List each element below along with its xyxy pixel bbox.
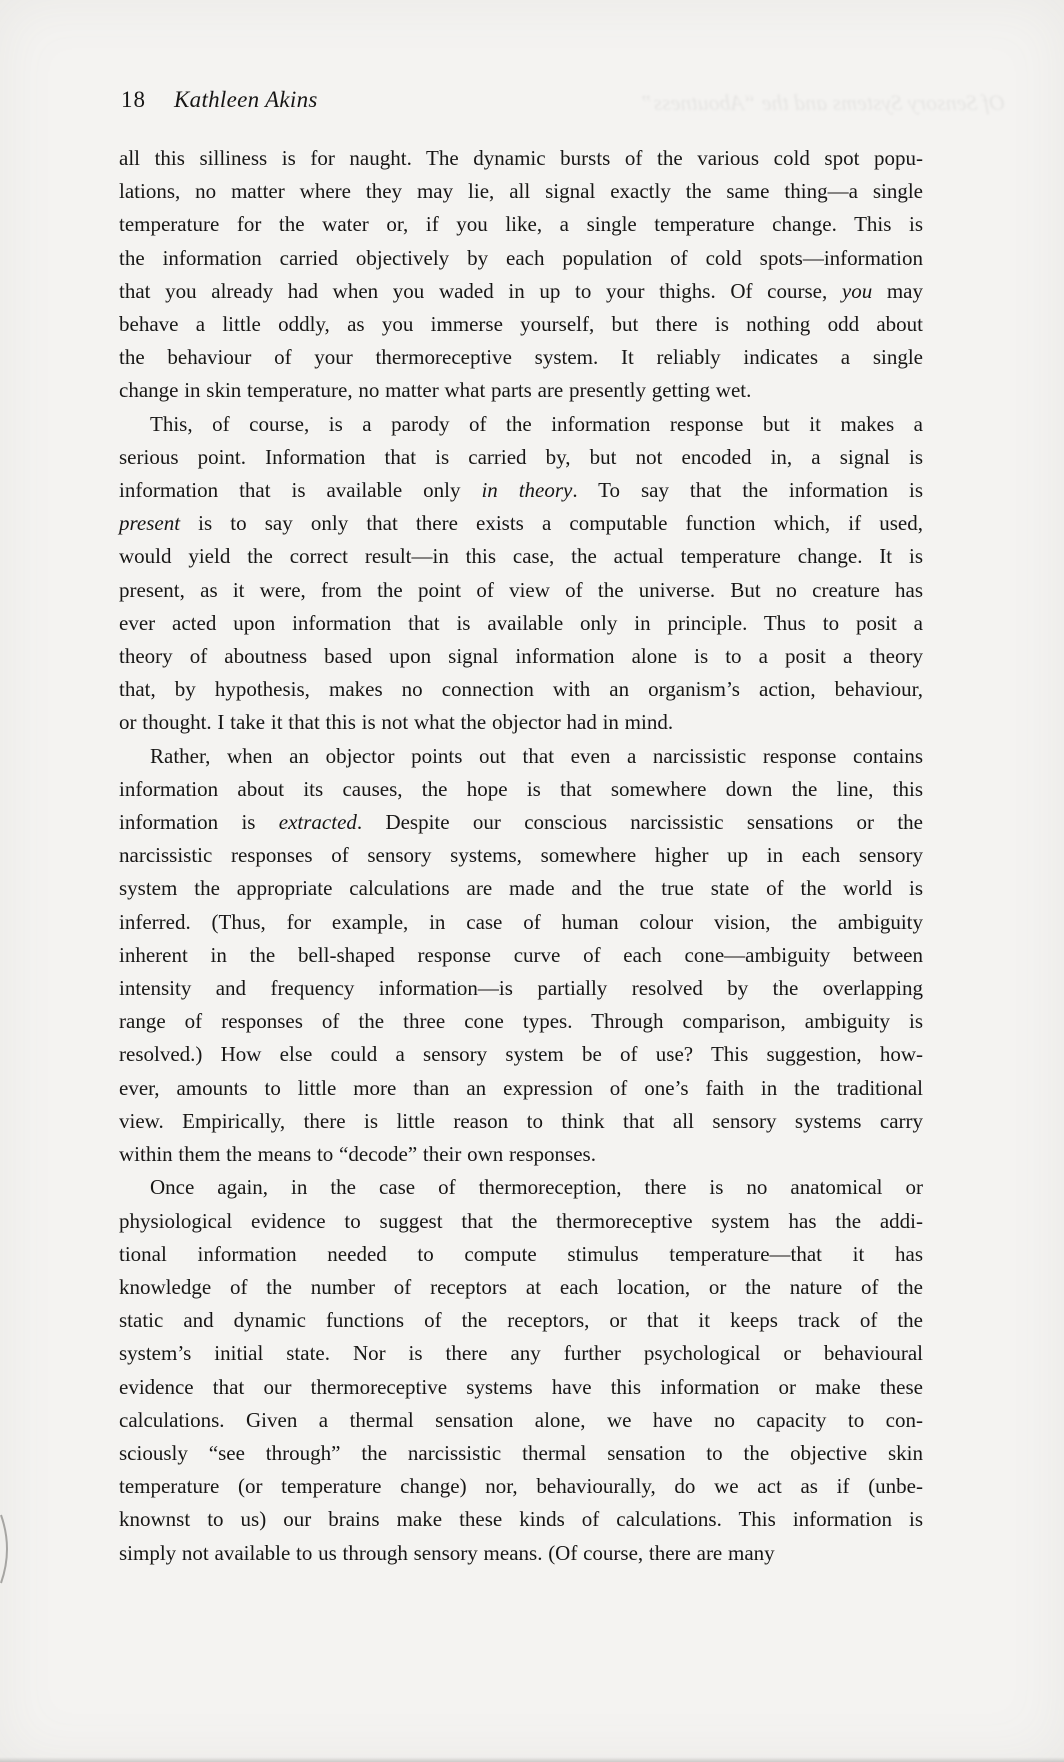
text-line: inherent in the bell-shaped response curve of each cone—ambiguity between [119, 942, 923, 967]
scan-bottom-edge [0, 1757, 1064, 1762]
text-line: ever, amounts to little more than an expression of one’s faith in the traditional [119, 1075, 923, 1100]
text-line: the information carried objectively by each population of cold spots—information [119, 245, 923, 270]
text-line: range of responses of the three cone types. Through comparison, ambiguity is [119, 1009, 923, 1034]
text-line: behave a little oddly, as you immerse yourself, but there is nothing odd about [119, 312, 923, 337]
paragraph [119, 740, 923, 1172]
page-number: 18 [121, 87, 146, 112]
author-name: Kathleen Akins [174, 87, 318, 112]
text-line: calculations. Given a thermal sensation alone, we have no capacity to con- [119, 1407, 923, 1432]
text-line: ever acted upon information that is available only in principle. Thus to posit a [119, 610, 923, 635]
text-line: This, of course, is a parody of the information response but it makes a [150, 411, 923, 436]
text-line: simply not available to us through sensory means. (Of course, there are many [119, 1540, 775, 1565]
text-line: system’s initial state. Nor is there any further psychological or behavioural [119, 1341, 923, 1366]
text-line: knownst to us) our brains make these kinds of calculations. This information is [119, 1507, 923, 1532]
text-line: static and dynamic functions of the receptors, or that it keeps track of the [119, 1308, 923, 1333]
text-line: present is to say only that there exists a computable function which, if used, [119, 511, 923, 536]
text-line: system the appropriate calculations are made and the true state of the world is [119, 876, 923, 901]
text-line: theory of aboutness based upon signal information alone is to a posit a theory [119, 644, 923, 669]
paragraph [119, 408, 923, 740]
running-header [121, 86, 318, 114]
text-line: information that is available only in theory. To say that the information is [119, 478, 923, 503]
text-line: within them the means to “decode” their own responses. [119, 1142, 596, 1167]
paragraph [119, 1171, 923, 1569]
text-line: that, by hypothesis, makes no connection with an organism’s action, behaviour, [119, 677, 923, 702]
bleed-through-text: Of Sensory Systems and the “Aboutness” [641, 90, 1005, 115]
text-line: change in skin temperature, no matter what parts are presently getting wet. [119, 378, 752, 403]
text-line: information about its causes, the hope is that somewhere down the line, this [119, 776, 923, 801]
text-line: knowledge of the number of receptors at each location, or the nature of the [119, 1274, 923, 1299]
text-line: narcissistic responses of sensory systems, somewhere higher up in each sensory [119, 843, 923, 868]
text-line: temperature (or temperature change) nor, behaviourally, do we act as if (unbe- [119, 1474, 923, 1499]
text-line: view. Empirically, there is little reason to think that all sensory systems carry [119, 1108, 923, 1133]
text-line: lations, no matter where they may lie, all signal exactly the same thing—a single [119, 179, 923, 204]
text-line: or thought. I take it that this is not what the objector had in mind. [119, 710, 674, 735]
text-line: evidence that our thermoreceptive systems have this information or make these [119, 1374, 923, 1399]
text-line: serious point. Information that is carried by, but not encoded in, a signal is [119, 444, 923, 469]
text-line: resolved.) How else could a sensory system be of use? This suggestion, how- [119, 1042, 923, 1067]
text-line: physiological evidence to suggest that the thermoreceptive system has the addi- [119, 1208, 923, 1233]
text-line: present, as it were, from the point of view of the universe. But no creature has [119, 577, 923, 602]
text-line: intensity and frequency information—is partially resolved by the overlapping [119, 976, 923, 1001]
text-line: tional information needed to compute stimulus temperature—that it has [119, 1241, 923, 1266]
text-line: the behaviour of your thermoreceptive system. It reliably indicates a single [119, 345, 923, 370]
text-line: Once again, in the case of thermoreception, there is no anatomical or [150, 1175, 923, 1200]
text-line: all this silliness is for naught. The dynamic bursts of the various cold spot popu- [119, 146, 923, 170]
text-line: that you already had when you waded in up to your thighs. Of course, you may [119, 278, 924, 303]
text-line: temperature for the water or, if you like, a single temperature change. This is [119, 212, 923, 237]
text-line: Rather, when an objector points out that even a narcissistic response contains [150, 743, 923, 768]
text-line: sciously “see through” the narcissistic thermal sensation to the objective skin [119, 1440, 923, 1465]
paragraph [119, 142, 923, 408]
text-line: inferred. (Thus, for example, in case of human colour vision, the ambiguity [119, 909, 923, 934]
text-line: information is extracted. Despite our conscious narcissistic sensations or the [119, 810, 924, 835]
text-line: would yield the correct result—in this case, the actual temperature change. It is [119, 544, 923, 569]
scan-artifact-mark [0, 1512, 16, 1586]
text-block [119, 142, 923, 1570]
